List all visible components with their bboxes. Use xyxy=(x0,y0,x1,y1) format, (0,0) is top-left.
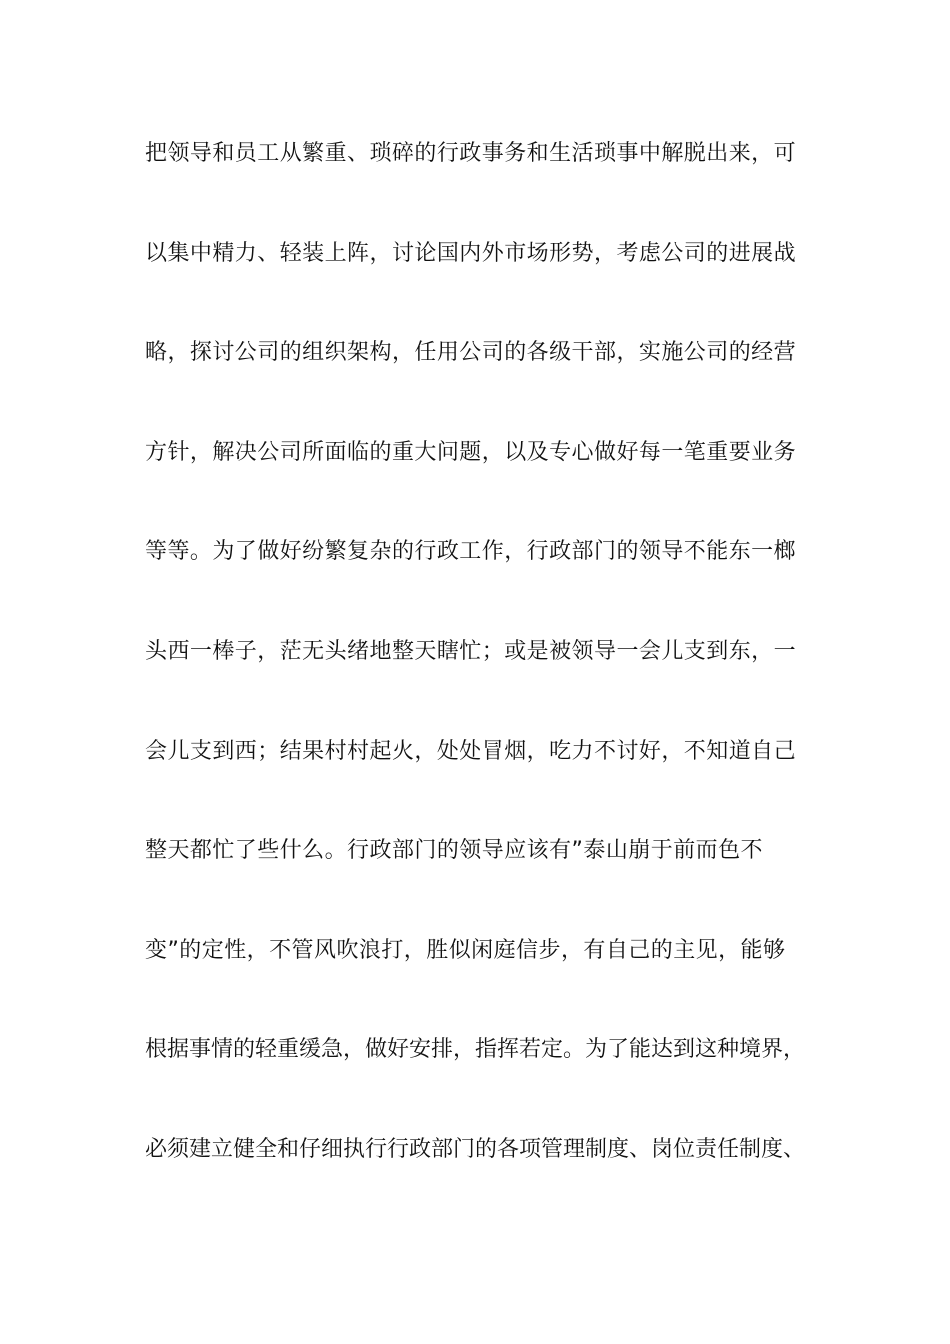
text-line-11: 必须建立健全和仔细执行行政部门的各项管理制度、岗位责任制度、 xyxy=(145,1136,806,1162)
text-line-10: 根据事情的轻重缓急，做好安排，指挥若定。为了能达到这种境界， xyxy=(145,1037,806,1063)
text-line-9: 变”的定性，不管风吹浪打，胜似闲庭信步，有自己的主见，能够 xyxy=(145,937,786,963)
text-line-8: 整天都忙了些什么。行政部门的领导应该有”泰山崩于前而色不 xyxy=(145,838,763,864)
text-line-2: 以集中精力、轻装上阵，讨论国内外市场形势，考虑公司的进展战 xyxy=(145,240,797,266)
text-line-1: 把领导和员工从繁重、琐碎的行政事务和生活琐事中解脱出来，可 xyxy=(145,141,797,166)
document-body xyxy=(145,134,835,1230)
text-line-6: 头西一棒子，茫无头绪地整天瞎忙；或是被领导一会儿支到东，一 xyxy=(145,638,797,664)
text-line-5: 等等。为了做好纷繁复杂的行政工作，行政部门的领导不能东一榔 xyxy=(145,539,797,565)
text-line-4: 方针，解决公司所面临的重大问题，以及专心做好每一笔重要业务 xyxy=(145,439,797,465)
text-line-7: 会儿支到西；结果村村起火，处处冒烟，吃力不讨好，不知道自己 xyxy=(145,738,797,764)
text-line-3: 略，探讨公司的组织架构，任用公司的各级干部，实施公司的经营 xyxy=(145,340,797,366)
